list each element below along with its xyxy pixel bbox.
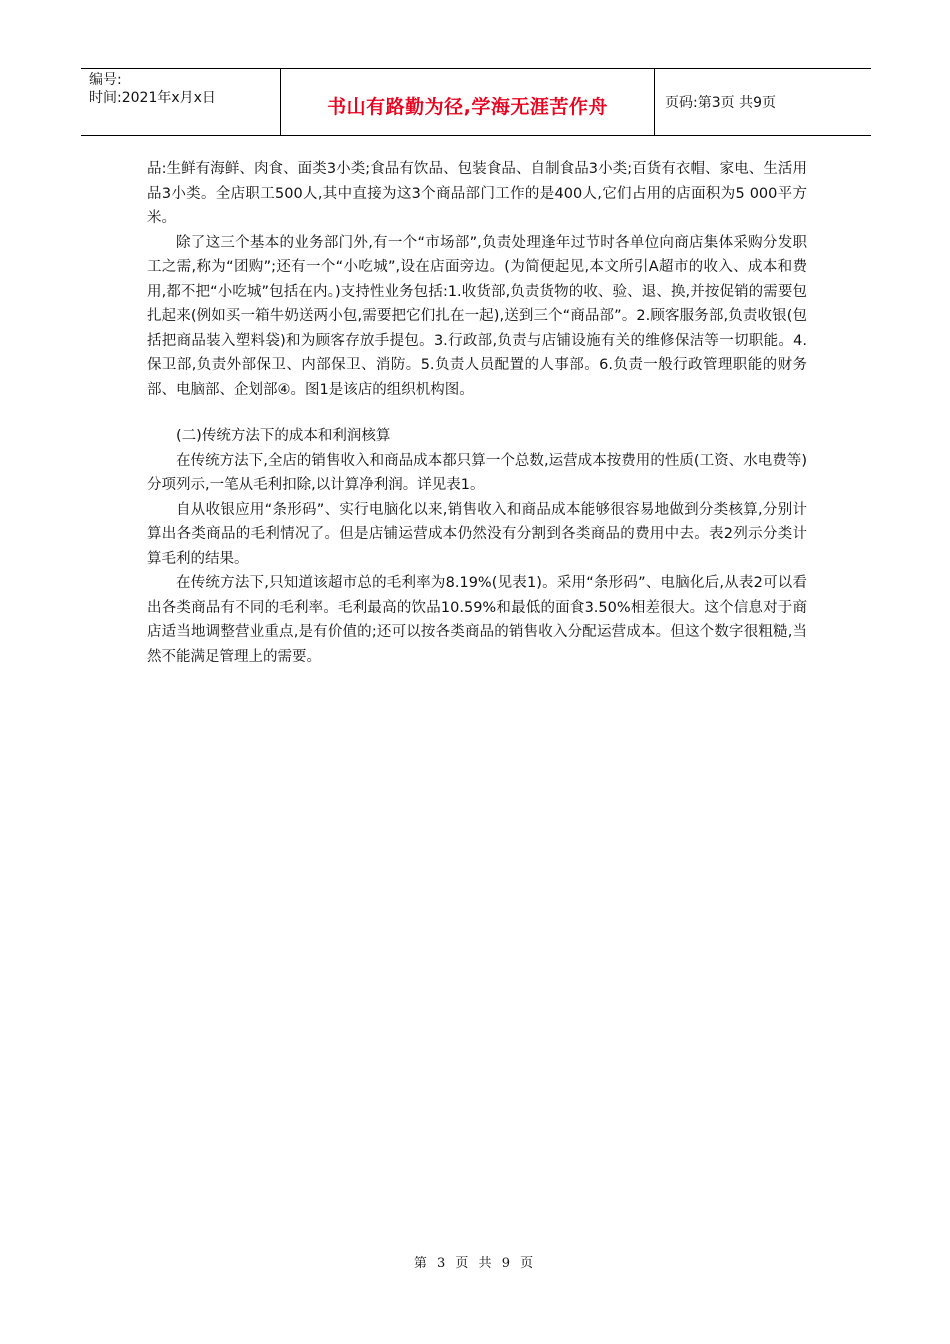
body-paragraph: 品:生鲜有海鲜、肉食、面类3小类;食品有饮品、包装食品、自制食品3小类;百货有衣帽、家电、生活用品3小类。全店职工500人,其中直接为这3个商品部门工作的是400人,它们占用的店面积为5 000平方米。	[147, 161, 807, 226]
body-paragraph: 在传统方法下,全店的销售收入和商品成本都只算一个总数,运营成本按费用的性质(工资、水电费等)分项列示,一笔从毛利扣除,以计算净利润。详见表1。	[147, 452, 807, 493]
header-motto: 书山有路勤为径,学海无涯苦作舟	[327, 95, 608, 118]
header-motto-cell	[281, 69, 655, 135]
body-paragraph: 在传统方法下,只知道该超市总的毛利率为8.19%(见表1)。采用“条形码”、电脑化后,从表2可以看出各类商品有不同的毛利率。毛利最高的饮品10.59%和最低的面食3.50%相差很大。这个信息对于商店适当地调整营业重点,是有价值的;还可以按各类商品的销售收入分配运营成本。但这个数字很粗糙,当然不能满足管理上的需要。	[147, 575, 807, 665]
document-body	[147, 157, 807, 669]
header-meta-cell	[81, 69, 281, 135]
page-header	[81, 68, 871, 136]
document-date-label: 时间:2021年x月x日	[89, 90, 216, 106]
section-heading: (二)传统方法下的成本和利润核算	[176, 428, 391, 444]
document-number-label: 编号:	[89, 72, 122, 88]
header-page-number: 页码:第3页 共9页	[665, 95, 776, 111]
page-footer: 第 3 页 共 9 页	[413, 1256, 537, 1271]
header-page-cell	[655, 69, 871, 135]
body-paragraph: 除了这三个基本的业务部门外,有一个“市场部”,负责处理逢年过节时各单位向商店集体采购分发职工之需,称为“团购”;还有一个“小吃城”,设在店面旁边。(为简便起见,本文所引A超市的收入、成本和费用,都不把“小吃城”包括在内。)支持性业务包括:1.收货部,负责货物的收、验、退、换,并按促销的需要包扎起来(例如买一箱牛奶送两小包,需要把它们扎在一起),送到三个“商品部”。2.顾客服务部,负责收银(包括把商品装入塑料袋)和为顾客存放手提包。3.行政部,负责与店铺设施有关的维修保洁等一切职能。4.保卫部,负责外部保卫、内部保卫、消防。5.负责人员配置的人事部。6.负责一般行政管理职能的财务部、电脑部、企划部④。图1是该店的组织机构图。	[147, 234, 807, 398]
body-paragraph: 自从收银应用“条形码”、实行电脑化以来,销售收入和商品成本能够很容易地做到分类核算,分别计算出各类商品的毛利情况了。但是店铺运营成本仍然没有分割到各类商品的费用中去。表2列示分类计算毛利的结果。	[147, 501, 807, 567]
